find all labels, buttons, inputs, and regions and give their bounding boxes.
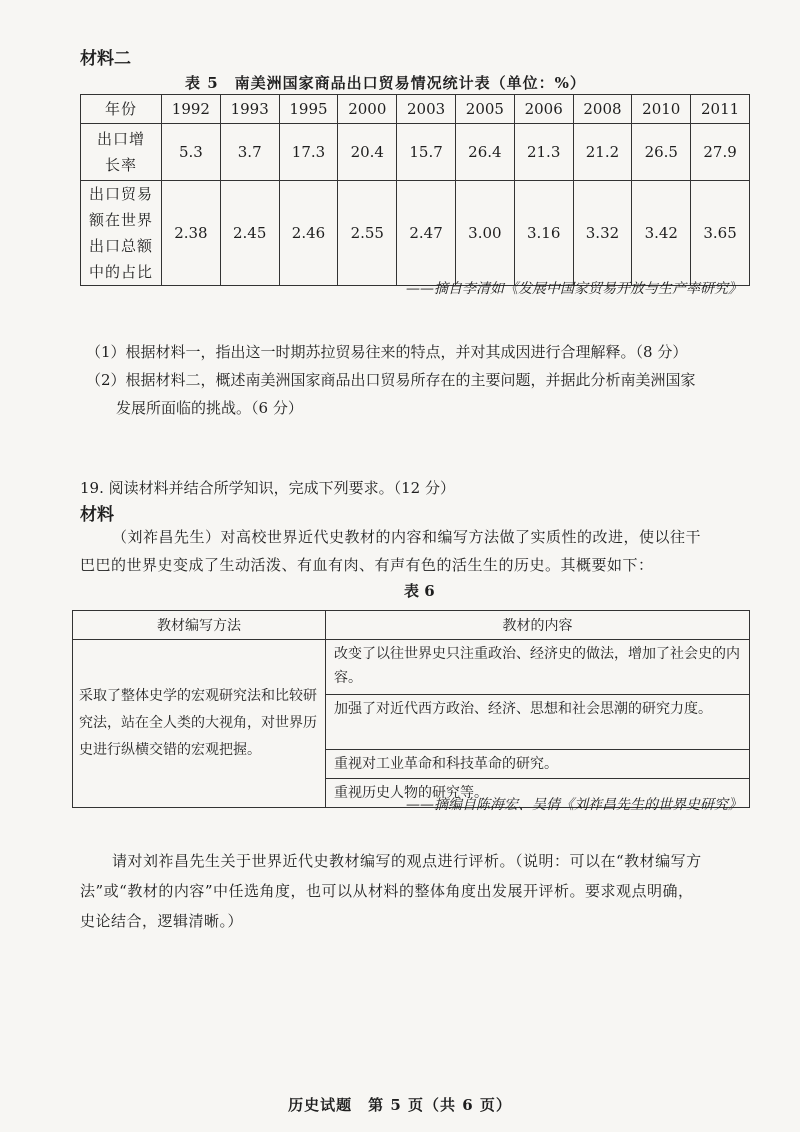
method-cell: 采取了整体史学的宏观研究法和比较研究法，站在全人类的大视角，对世界历史进行纵横交错的宏观把握。	[73, 640, 326, 808]
table-row	[81, 124, 750, 181]
share-cell: 2.38	[162, 181, 221, 286]
row-header-growth	[81, 124, 162, 181]
growth-cell: 20.4	[338, 124, 397, 181]
row-header-line: 出口增	[96, 130, 145, 148]
growth-cell: 21.2	[573, 124, 632, 181]
year-cell: 2011	[691, 95, 750, 124]
year-cell: 1995	[279, 95, 338, 124]
table-6-source: ——摘编自陈海宏、吴倩《刘祚昌先生的世界史研究》	[406, 797, 742, 813]
row-header-line: 出口总额	[88, 237, 153, 255]
share-cell: 2.47	[397, 181, 456, 286]
year-cell: 2006	[514, 95, 573, 124]
growth-cell: 26.4	[455, 124, 514, 181]
table-row	[81, 181, 750, 286]
page-footer: 历史试题 第 5 页（共 6 页）	[288, 1096, 512, 1114]
year-cell: 2010	[632, 95, 691, 124]
table-row	[73, 611, 750, 640]
content-cell: 加强了对近代西方政治、经济、思想和社会思潮的研究力度。	[326, 695, 750, 750]
table-6-caption: 表 6	[404, 582, 435, 600]
share-cell: 3.65	[691, 181, 750, 286]
year-cell: 2008	[573, 95, 632, 124]
table-6	[72, 610, 750, 808]
table-5	[80, 94, 750, 286]
table-5-source: ——摘自李清如《发展中国家贸易开放与生产率研究》	[406, 281, 742, 297]
growth-cell: 3.7	[220, 124, 279, 181]
share-cell: 3.42	[632, 181, 691, 286]
material-paragraph-line-1: （刘祚昌先生）对高校世界近代史教材的内容和编写方法做了实质性的改进，使以往干	[112, 528, 702, 546]
growth-cell: 26.5	[632, 124, 691, 181]
row-header-line: 中的占比	[88, 263, 153, 281]
question-19-material-label: 材料	[80, 505, 114, 525]
table-row	[81, 95, 750, 124]
year-cell: 2003	[397, 95, 456, 124]
growth-cell: 17.3	[279, 124, 338, 181]
question-19-title: 19. 阅读材料并结合所学知识，完成下列要求。（12 分）	[80, 479, 455, 497]
table-row	[73, 640, 750, 695]
year-cell: 1992	[162, 95, 221, 124]
column-header-content: 教材的内容	[326, 611, 750, 640]
growth-cell: 5.3	[162, 124, 221, 181]
share-cell: 2.55	[338, 181, 397, 286]
share-cell: 2.45	[220, 181, 279, 286]
content-cell: 改变了以往世界史只注重政治、经济史的做法，增加了社会史的内容。	[326, 640, 750, 695]
row-header-line: 长率	[104, 156, 137, 174]
row-header-share	[81, 181, 162, 286]
share-cell: 3.00	[455, 181, 514, 286]
growth-cell: 27.9	[691, 124, 750, 181]
share-cell: 3.16	[514, 181, 573, 286]
material-2-heading: 材料二	[80, 49, 131, 69]
material-paragraph-line-2: 巴巴的世界史变成了生动活泼、有血有肉、有声有色的活生生的历史。其概要如下：	[80, 556, 654, 574]
table-5-caption: 表 5 南美洲国家商品出口贸易情况统计表（单位：%）	[185, 74, 586, 92]
content-cell: 重视历史人物的研究等。	[326, 779, 750, 808]
row-header-line: 额在世界	[88, 211, 153, 229]
content-cell: 重视对工业革命和科技革命的研究。	[326, 750, 750, 779]
share-cell: 2.46	[279, 181, 338, 286]
prompt-line-1: 请对刘祚昌先生关于世界近代史教材编写的观点进行评析。（说明：可以在“教材编写方	[112, 852, 702, 870]
year-cell: 1993	[220, 95, 279, 124]
row-header-line: 出口贸易	[88, 185, 153, 203]
year-cell: 2005	[455, 95, 514, 124]
question-2-line-1: （2）根据材料二，概述南美洲国家商品出口贸易所存在的主要问题，并据此分析南美洲国家	[86, 371, 696, 389]
prompt-line-3: 史论结合，逻辑清晰。）	[80, 912, 244, 930]
growth-cell: 21.3	[514, 124, 573, 181]
share-cell: 3.32	[573, 181, 632, 286]
question-1: （1）根据材料一，指出这一时期苏拉贸易往来的特点，并对其成因进行合理解释。（8 分）	[86, 343, 688, 361]
row-header-year: 年份	[81, 95, 162, 124]
growth-cell: 15.7	[397, 124, 456, 181]
prompt-line-2: 法”或“教材的内容”中任选角度，也可以从材料的整体角度出发展开评析。要求观点明确，	[80, 882, 694, 900]
column-header-method: 教材编写方法	[73, 611, 326, 640]
year-cell: 2000	[338, 95, 397, 124]
question-2-line-2: 发展所面临的挑战。（6 分）	[116, 399, 303, 417]
